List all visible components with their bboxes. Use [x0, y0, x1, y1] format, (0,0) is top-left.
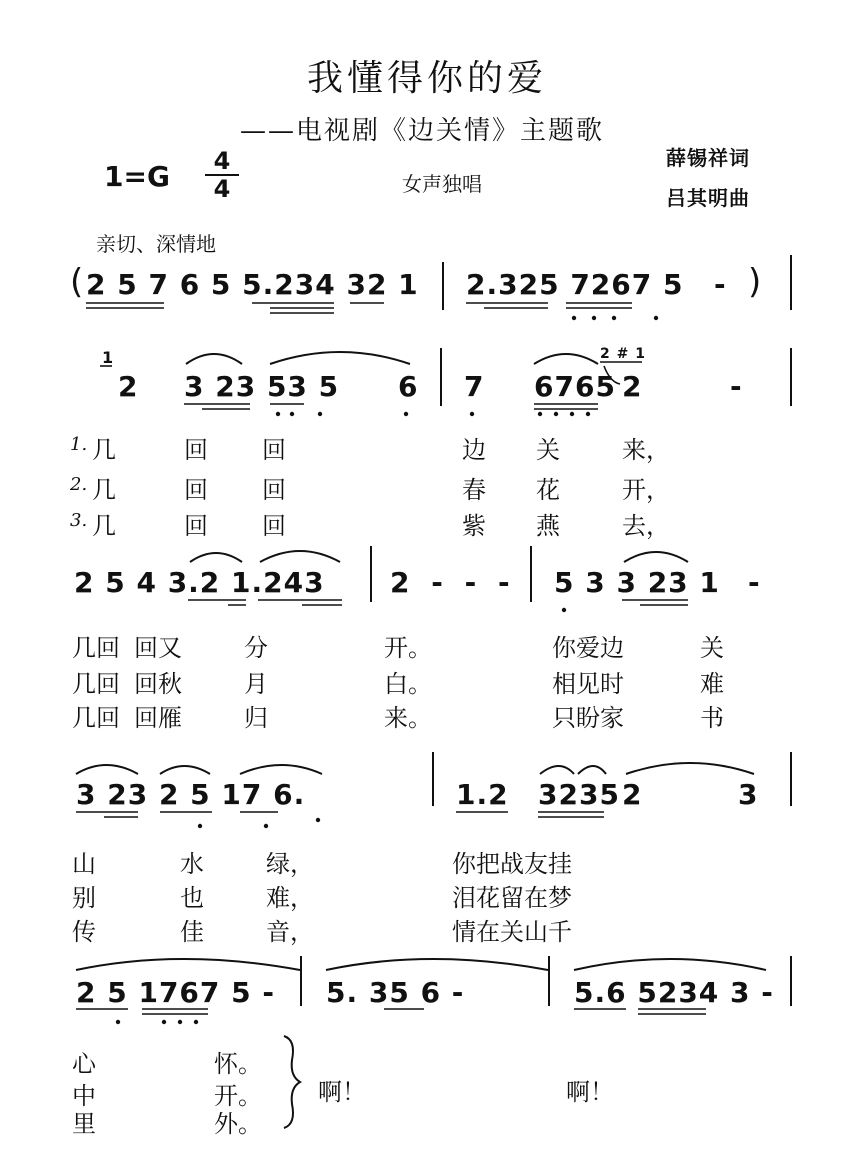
lyric: 回雁 — [134, 704, 182, 732]
lyric: 相见时 — [552, 670, 624, 698]
lyric: 心 — [72, 1050, 96, 1078]
lyric: 回秋 — [134, 670, 182, 698]
verse-number: 1. — [70, 434, 88, 455]
song-title: 我懂得你的爱 — [306, 58, 547, 99]
barline — [442, 262, 444, 310]
measure-note: 3 — [738, 778, 759, 811]
lyric: 归 — [244, 704, 268, 732]
measure-notes: 5. 35 6 - — [326, 976, 465, 1009]
lyric: 佳 — [180, 918, 204, 946]
verse-number: 2. — [70, 474, 88, 495]
lyric: 泪花留在梦 — [452, 884, 572, 912]
measure-notes: 5.6 5234 3 - — [574, 976, 774, 1009]
grace-note: 1 — [102, 348, 115, 367]
measure-dash: - — [748, 566, 761, 599]
measure-notes: 3 23 2 5 17 6. — [76, 778, 306, 811]
lyric: 月 — [244, 670, 268, 698]
lyric: 回又 — [134, 634, 182, 662]
lyric: 燕 — [536, 512, 560, 540]
lyric: 几 — [92, 476, 116, 504]
lyric: 几回 — [72, 634, 120, 662]
barline — [440, 348, 442, 406]
tempo-marking: 亲切、深情地 — [96, 232, 216, 256]
lyric: 外。 — [214, 1110, 262, 1138]
performer-label: 女声独唱 — [402, 172, 482, 196]
lyric: 关 — [700, 634, 724, 662]
song-subtitle: ——电视剧《边关情》主题歌 — [240, 116, 605, 146]
intro-close-paren: ) — [748, 262, 763, 302]
barline — [790, 255, 792, 310]
measure-notes: 2 5 4 3.2 1.243 — [74, 566, 325, 599]
key-signature: 1=G — [104, 160, 170, 193]
lyric: 回 — [184, 436, 208, 464]
lyric: 你爱边 — [552, 634, 624, 662]
verse-number: 3. — [70, 510, 88, 531]
measure-notes: 3 23 53 5 — [184, 370, 340, 403]
lyric: 几回 — [72, 704, 120, 732]
lyric: 开。 — [384, 634, 432, 662]
lyric: 中 — [72, 1082, 96, 1110]
measure-notes: 5 3 3 23 1 — [554, 566, 720, 599]
measure-note: 2 — [622, 370, 643, 403]
lyric: 边 — [462, 436, 486, 464]
lyric: 关 — [536, 436, 560, 464]
barline — [790, 348, 792, 406]
lyric: 音， — [266, 918, 314, 946]
lyric: 紫 — [462, 512, 486, 540]
lyric: 回 — [262, 512, 286, 540]
barline — [548, 956, 550, 1006]
lyric: 怀。 — [214, 1050, 262, 1078]
time-signature-bottom: 4 — [213, 175, 231, 203]
time-signature — [205, 147, 239, 203]
lyric: 难， — [266, 884, 314, 912]
measure-notes: 6765 — [534, 370, 616, 403]
lyric-ah: 啊！ — [318, 1078, 366, 1106]
barline — [790, 956, 792, 1006]
intro-dash: - — [714, 268, 727, 301]
lyric: 里 — [72, 1110, 96, 1138]
time-signature-top: 4 — [213, 147, 231, 175]
lyric: 回 — [184, 476, 208, 504]
barline — [432, 752, 434, 806]
barline — [370, 546, 372, 602]
verse-brace — [284, 1036, 300, 1128]
barline — [530, 546, 532, 602]
barline — [300, 956, 302, 1006]
lyricist-credit: 薛锡祥词 — [666, 146, 750, 170]
lyric: 回 — [262, 436, 286, 464]
intro-measure-1: 2 5 7 6 5 5.234 32 1 — [86, 268, 419, 301]
lyric: 水 — [180, 850, 204, 878]
barline — [790, 752, 792, 806]
lyric: 花 — [536, 476, 560, 504]
measure-dash: - — [730, 370, 743, 403]
measure-notes: 2 5 1767 5 - — [76, 976, 275, 1009]
lyric: 回 — [184, 512, 208, 540]
lyric: 几 — [92, 512, 116, 540]
lyric: 开。 — [214, 1082, 262, 1110]
lyric: 几 — [92, 436, 116, 464]
measure-note: 2 — [622, 778, 643, 811]
lyric: 几回 — [72, 670, 120, 698]
grace-notes: 2 # 1 — [600, 346, 646, 362]
measure-note: 6 — [398, 370, 419, 403]
lyric: 春 — [462, 476, 486, 504]
lyric: 只盼家 — [552, 704, 624, 732]
lyric: 分 — [244, 634, 268, 662]
lyric: 难 — [700, 670, 724, 698]
measure-note: 2 — [118, 370, 139, 403]
lyric: 开， — [622, 476, 670, 504]
measure-notes: 1.2 — [456, 778, 509, 811]
lyric: 山 — [72, 850, 96, 878]
lyric: 回 — [262, 476, 286, 504]
measure-note: 7 — [464, 370, 485, 403]
lyric: 也 — [180, 884, 204, 912]
measure-notes: 2 - - - — [390, 566, 516, 599]
composer-credit: 吕其明曲 — [666, 186, 750, 210]
intro-measure-2: 2.325 7267 5 — [466, 268, 684, 301]
lyric: 去， — [622, 512, 670, 540]
lyric: 白。 — [384, 670, 432, 698]
lyric: 来， — [622, 436, 670, 464]
intro-open-paren: ( — [70, 262, 85, 302]
lyric: 传 — [72, 918, 96, 946]
lyric-ah: 啊！ — [566, 1078, 614, 1106]
lyric: 你把战友挂 — [452, 850, 572, 878]
lyric: 别 — [72, 884, 96, 912]
lyric: 来。 — [384, 704, 432, 732]
measure-notes: 3235 — [538, 778, 620, 811]
lyric: 书 — [700, 704, 724, 732]
lyric: 绿， — [266, 850, 314, 878]
lyric: 情在关山千 — [452, 918, 572, 946]
